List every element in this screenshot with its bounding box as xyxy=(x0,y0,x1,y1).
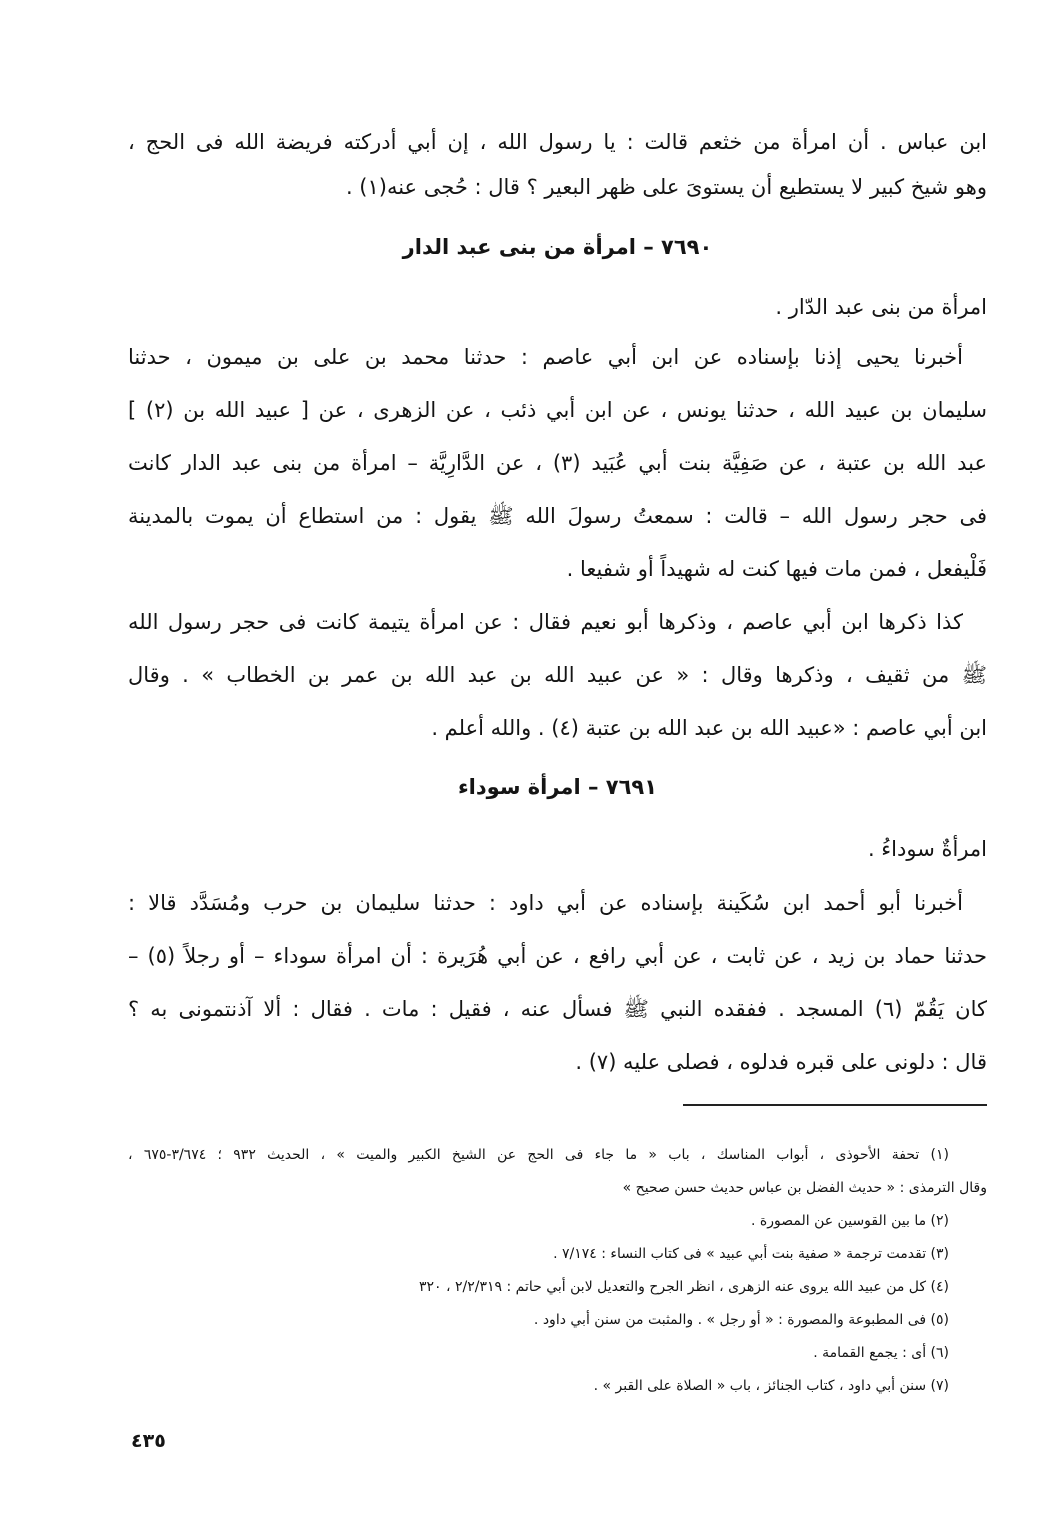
text-line: امرأةٌ سوداءُ . xyxy=(867,837,987,861)
page-number: ٤٣٥ xyxy=(131,1430,166,1452)
text-line: ﷺ من ثقيف ، وذكرها وقال : « عن عبيد الله بن عبد الله بن عمر بن الخطاب » . وقال xyxy=(128,663,987,687)
text-line: عبد الله بن عتبة ، عن صَفِيَّة بنت أبي عُبَيد (٣) ، عن الدَّارِيَّة – امرأة من بنى عبد الدار كانت xyxy=(128,451,987,475)
footnote: (٣) تقدمت ترجمة « صفية بنت أبي عبيد » فى كتاب النساء : ٧/١٧٤ . xyxy=(553,1246,949,1262)
entry-heading: ٧٦٩٠ – امرأة من بنى عبد الدار xyxy=(402,235,713,259)
footnote: (٤) كل من عبيد الله يروى عنه الزهرى ، انظر الجرح والتعديل لابن أبي حاتم : ٢/٢/٣١٩ ، ٣٢٠ xyxy=(419,1279,949,1295)
footnote: (٧) سنن أبي داود ، كتاب الجنائز ، باب « الصلاة على القبر » . xyxy=(593,1378,949,1394)
footnote: (٢) ما بين القوسين عن المصورة . xyxy=(751,1213,949,1229)
footnote: (١) تحفة الأحوذى ، أبواب المناسك ، باب « ما جاء فى الحج عن الشيخ الكبير والميت » ، الحديث ٩٣٢ ؛ ٣/٦٧٤-٦٧٥ ، xyxy=(128,1147,950,1163)
paragraph xyxy=(128,331,987,596)
continuation-paragraph xyxy=(128,120,987,210)
text-line: أخبرنا يحيى إذنا بإسناده عن ابن أبي عاصم : حدثنا محمد بن على بن ميمون ، حدثنا xyxy=(128,345,963,369)
footnotes xyxy=(128,1139,987,1403)
entry-heading: ٧٦٩١ – امرأة سوداء xyxy=(457,775,658,799)
entry-name-line xyxy=(128,281,987,334)
text-line: ابن أبي عاصم : «عبيد الله بن عبد الله بن عتبة (٤) . والله أعلم . xyxy=(431,716,987,740)
paragraph xyxy=(128,877,987,1089)
footnote-continuation: وقال الترمذى : « حديث الفضل بن عباس حديث حسن صحيح » xyxy=(622,1180,987,1196)
text-line: أخبرنا أبو أحمد ابن سُكَينة بإسناده عن أبي داود : حدثنا سليمان بن حرب ومُسَدَّد قالا : xyxy=(128,891,963,915)
text-line: ابن عباس . أن امرأة من خثعم قالت : يا رسول الله ، إن أبي أدركته فريضة الله فى الحج ، xyxy=(128,130,987,154)
text-line: سليمان بن عبيد الله ، حدثنا يونس ، عن ابن أبي ذئب ، عن الزهرى ، عن [ عبيد الله بن (٢) ] xyxy=(128,398,988,422)
text-line: حدثنا حماد بن زيد ، عن ثابت ، عن أبي رافع ، عن أبي هُرَيرة : أن امرأة سوداء – أو رجلاً (٥) – xyxy=(128,944,987,968)
text-line: كان يَقُمّ (٦) المسجد . ففقده النبي ﷺ فسأل عنه ، فقيل : مات . فقال : ألا آذنتمونى به ؟ xyxy=(128,997,987,1021)
text-line: قال : دلونى على قبره فدلوه ، فصلى عليه (٧) . xyxy=(575,1050,987,1074)
text-line: فى حجر رسول الله – قالت : سمعتُ رسولَ الله ﷺ يقول : من استطاع أن يموت بالمدينة xyxy=(128,504,987,528)
text-line: كذا ذكرها ابن أبي عاصم ، وذكرها أبو نعيم فقال : عن امرأة يتيمة كانت فى حجر رسول الله xyxy=(128,610,963,634)
text-line: امرأة من بنى عبد الدّار . xyxy=(775,295,987,319)
footnote-separator xyxy=(683,1104,987,1106)
paragraph xyxy=(128,596,987,755)
entry-name-line xyxy=(128,823,987,876)
text-line: وهو شيخ كبير لا يستطيع أن يستوىَ على ظهر البعير ؟ قال : حُجى عنه(١) . xyxy=(345,175,987,199)
footnote: (٦) أى : يجمع القمامة . xyxy=(813,1345,949,1361)
footnote: (٥) فى المطبوعة والمصورة : « أو رجل » . والمثبت من سنن أبي داود . xyxy=(533,1312,949,1328)
text-line: فَلْيفعل ، فمن مات فيها كنت له شهيداً أو شفيعا . xyxy=(566,557,987,581)
